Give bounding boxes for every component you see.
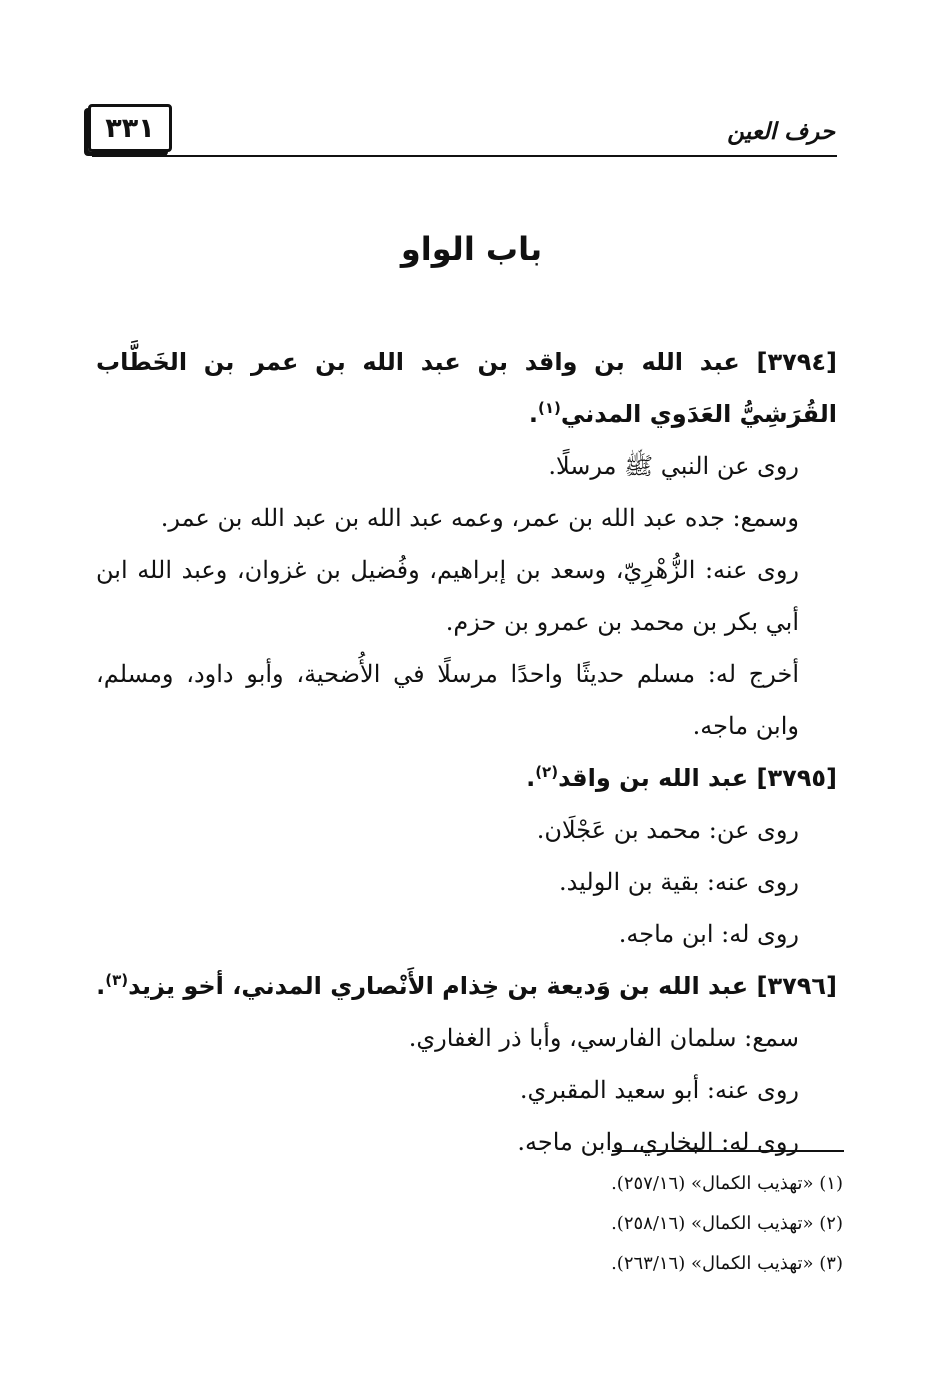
entry-heading-text: [٣٧٩٦] عبد الله بن وَديعة بن خِذام الأَنْصاري المدني، أخو يزيد: [128, 972, 837, 1000]
entry-line: وسمع: جده عبد الله بن عمر، وعمه عبد الله بن عبد الله بن عمر.: [160, 504, 799, 532]
entry-line: روى عن: محمد بن عَجْلَان.: [536, 816, 799, 844]
footnote: (٢) «تهذيب الكمال» (٢٥٨/١٦).: [611, 1213, 843, 1234]
entry-line: روى له: ابن ماجه.: [618, 920, 799, 948]
footnote-rule: [612, 1150, 844, 1152]
page-number: [88, 104, 172, 152]
page-number-text: ٣٣١: [105, 112, 155, 144]
footnote-ref: (٢): [535, 763, 559, 781]
entry-3795: [96, 752, 837, 960]
entry-heading-text: [٣٧٩٤] عبد الله بن واقد بن عبد الله بن عمر بن الخَطَّاب القُرَشِيُّ العَدَوي المدني: [96, 348, 837, 428]
entry-line: روى عنه: بقية بن الوليد.: [558, 868, 799, 896]
entry-line: أخرج له: مسلم حديثًا واحدًا مرسلًا في الأُضحية، وأبو داود، ومسلم، وابن ماجه.: [96, 660, 799, 740]
entry-line: روى عن النبي ﷺ مرسلًا.: [548, 452, 799, 480]
chapter-title: باب الواو: [400, 230, 543, 268]
header-rule: [92, 155, 837, 157]
entry-line: روى عنه: الزُّهْرِيّ، وسعد بن إبراهيم، وفُضيل بن غزوان، وعبد الله ابن أبي بكر بن محمد بن عمرو بن حزم.: [96, 556, 799, 636]
entry-heading: [٣٧٩٤] عبد الله بن واقد بن عبد الله بن عمر بن الخَطَّاب القُرَشِيُّ العَدَوي المدني$^{(١)}$.: [96, 348, 837, 428]
footnotes: [611, 1164, 843, 1284]
entry-3796: [96, 960, 837, 1168]
footnote: (١) «تهذيب الكمال» (٢٥٧/١٦).: [611, 1173, 843, 1194]
entries-body: [96, 336, 837, 1168]
entry-line: روى له: البخاري، وابن ماجه.: [517, 1128, 799, 1156]
entry-line: سمع: سلمان الفارسي، وأبا ذر الغفاري.: [408, 1024, 799, 1052]
entry-heading: [٣٧٩٥] عبد الله بن واقد$^{(٢)}$.: [526, 763, 837, 792]
entry-heading-text: [٣٧٩٥] عبد الله بن واقد: [558, 764, 837, 792]
running-title: حرف العين: [727, 118, 835, 145]
entry-heading: [٣٧٩٦] عبد الله بن وَديعة بن خِذام الأَنْصاري المدني، أخو يزيد$^{(٣)}$.: [96, 971, 837, 1000]
footnote: (٣) «تهذيب الكمال» (٢٦٣/١٦).: [611, 1253, 843, 1274]
entry-line: روى عنه: أبو سعيد المقبري.: [519, 1076, 799, 1104]
entry-3794: [96, 336, 837, 752]
footnote-ref: (١): [538, 399, 561, 417]
footnote-ref: (٣): [105, 971, 129, 989]
